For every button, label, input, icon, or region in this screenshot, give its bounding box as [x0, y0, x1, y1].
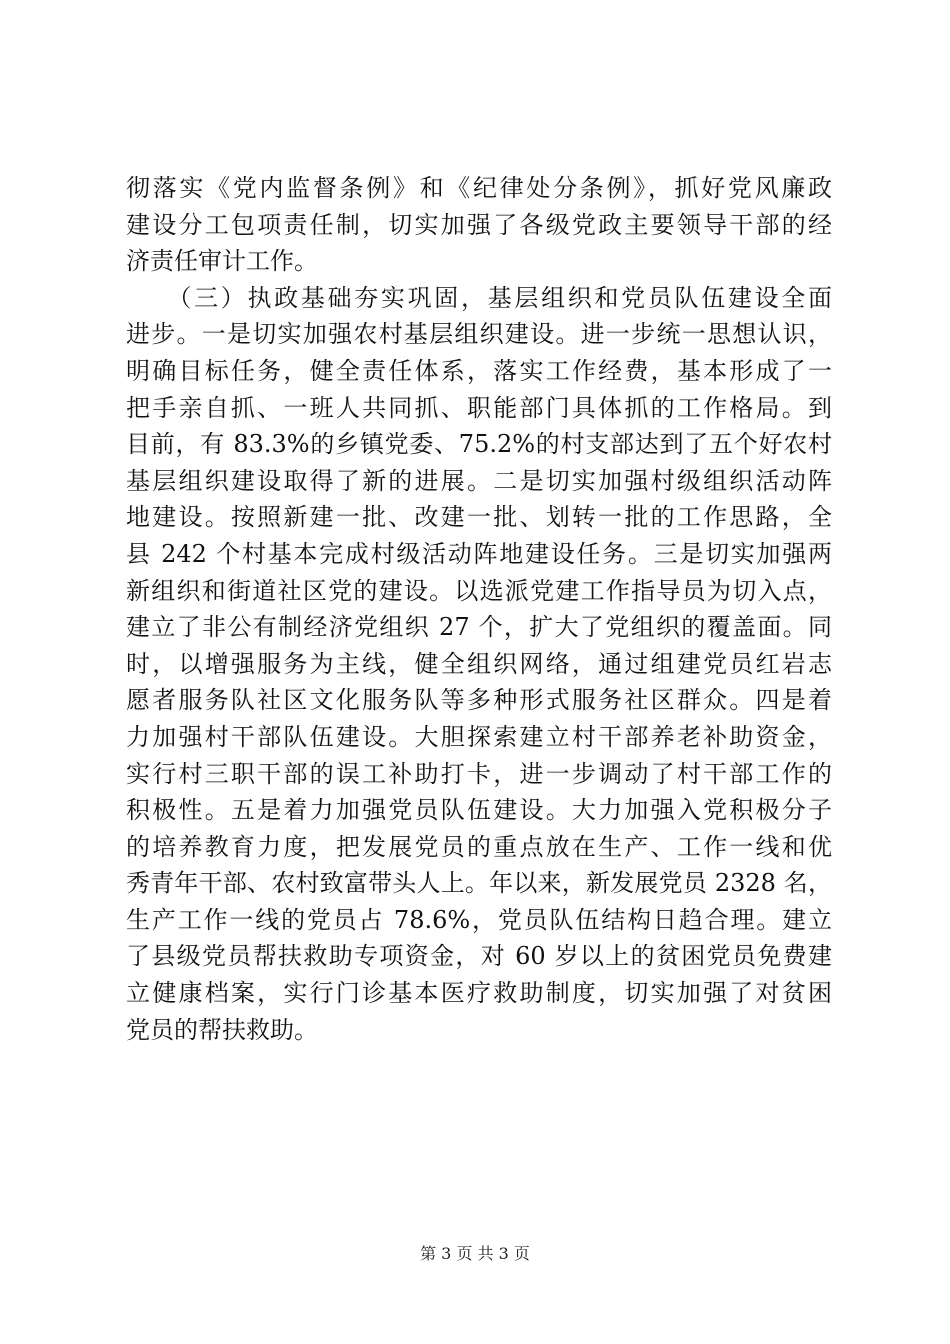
text-line: 的培养教育力度，把发展党员的重点放在生产、工作一线和优	[126, 832, 832, 861]
text-line: 了县级党员帮扶救助专项资金，对 60 岁以上的贫困党员免费建	[126, 942, 832, 971]
text-line: 建设分工包项责任制，切实加强了各级党政主要领导干部的经	[126, 210, 832, 239]
text-line: 实行村三职干部的误工补助打卡，进一步调动了村干部工作的	[126, 759, 832, 788]
text-line: 进步。一是切实加强农村基层组织建设。进一步统一思想认识，	[126, 320, 832, 349]
text-line: 时，以增强服务为主线，健全组织网络，通过组建党员红岩志	[126, 649, 832, 678]
text-line: 基层组织建设取得了新的进展。二是切实加强村级组织活动阵	[126, 466, 832, 495]
page-footer: 第 3 页 共 3 页	[420, 1244, 530, 1263]
text-line: 地建设。按照新建一批、改建一批、划转一批的工作思路，全	[126, 503, 832, 532]
text-line: 县 242 个村基本完成村级活动阵地建设任务。三是切实加强两	[126, 539, 832, 568]
text-line: 明确目标任务，健全责任体系，落实工作经费，基本形成了一	[126, 356, 832, 385]
text-line: 愿者服务队社区文化服务队等多种形式服务社区群众。四是着	[126, 686, 832, 715]
text-line: 力加强村干部队伍建设。大胆探索建立村干部养老补助资金，	[126, 722, 832, 751]
body-text	[126, 170, 832, 1048]
text-line: 把手亲自抓、一班人共同抓、职能部门具体抓的工作格局。到	[126, 393, 832, 422]
text-line: 建立了非公有制经济党组织 27 个，扩大了党组织的覆盖面。同	[126, 613, 832, 642]
text-line: 党员的帮扶救助。	[126, 1015, 318, 1044]
text-line: 生产工作一线的党员占 78.6%，党员队伍结构日趋合理。建立	[126, 905, 832, 934]
text-line: 济责任审计工作。	[126, 247, 318, 276]
text-line: 积极性。五是着力加强党员队伍建设。大力加强入党积极分子	[126, 796, 832, 825]
text-line: 目前，有 83.3%的乡镇党委、75.2%的村支部达到了五个好农村	[126, 430, 832, 459]
text-line: （三）执政基础夯实巩固，基层组织和党员队伍建设全面	[126, 283, 832, 312]
text-line: 秀青年干部、农村致富带头人上。年以来，新发展党员 2328 名，	[126, 869, 832, 898]
text-line: 新组织和街道社区党的建设。以选派党建工作指导员为切入点，	[126, 576, 832, 605]
text-line: 彻落实《党内监督条例》和《纪律处分条例》，抓好党风廉政	[126, 174, 832, 202]
text-line: 立健康档案，实行门诊基本医疗救助制度，切实加强了对贫困	[126, 979, 832, 1008]
